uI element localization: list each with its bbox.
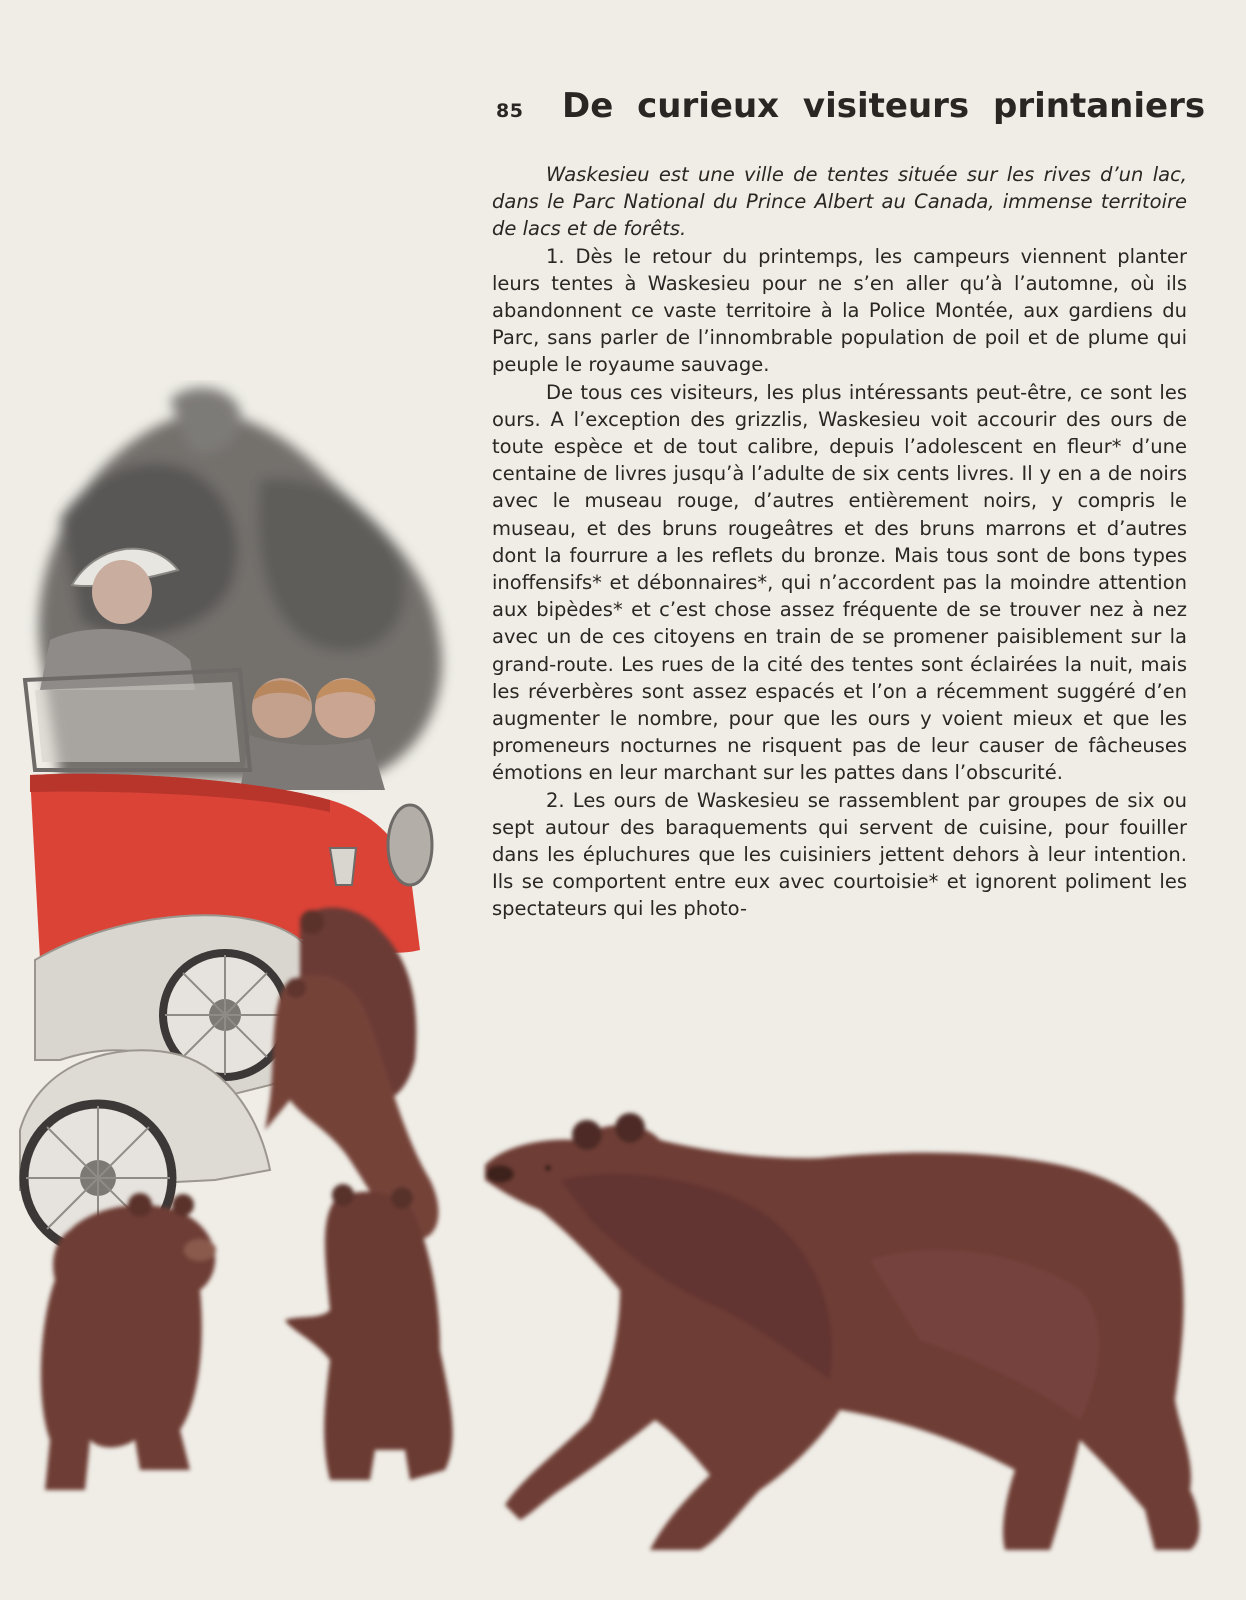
page-number: 85 <box>496 100 524 122</box>
adult-bear <box>485 1113 1199 1550</box>
bears-and-car-illustration <box>0 380 1246 1600</box>
intro-paragraph: Waskesieu est une ville de tentes située sur les rives d’un lac, dans le Parc National du Prince Albert au Canada, immense territoire de lacs et de forêts. <box>492 163 1187 241</box>
paragraph-2: De tous ces visiteurs, les plus intéressants peut-être, ce sont les ours. A l’exception des grizzlis, Waskesieu voit accourir des ours de toute espèce et de tout calibre, depuis l’adolescent en fleur* d’une centaine de livres jusqu’à l’adulte de six cents livres. Il y en a de noirs avec le museau rouge, d’autres entièrement noirs, y compris le museau, et des bruns rougeâtres et des bruns marrons et d’autres dont la fourrure a les reflets du bronze. Mais tous sont de bons types inoffensifs* et débonnaires*, qui n’accordent pas la moindre attention aux bipèdes* et c’est chose assez fréquente de se trouver nez à nez avec un de ces citoyens en train de se promener paisiblement sur la grand-route. Les rues de la cité des tentes sont éclairées la nuit, mais les réverbères sont assez espacés et l’on a récemment suggéré d’en augmenter le nombre, pour que les ours y voient mieux et que les promeneurs nocturnes ne risquent pas de leur causer de fâcheuses émotions en leur marchant sur les pattes dans l’obscurité. <box>492 380 1187 785</box>
paragraph-1: 1. Dès le retour du printemps, les campeurs viennent planter leurs tentes à Waskesieu pour ne s’en aller qu’à l’automne, où ils abandonnent ce vaste territoire à la Police Montée, aux gardiens du Parc, sans parler de l’innombrable population de poil et de plume qui peuple le royaume sauvage. <box>492 244 1187 377</box>
page-title: De curieux visiteurs printaniers <box>562 86 1206 126</box>
paragraph-3: 2. Les ours de Waskesieu se rassemblent par groupes de six ou sept autour des baraquements qui servent de cuisine, pour fouiller dans les épluchures que les cuisiniers jettent dehors à leur intention. Ils se comportent entre eux avec courtoisie* et ignorent poliment les spectateurs qui les photo- <box>492 788 1187 921</box>
